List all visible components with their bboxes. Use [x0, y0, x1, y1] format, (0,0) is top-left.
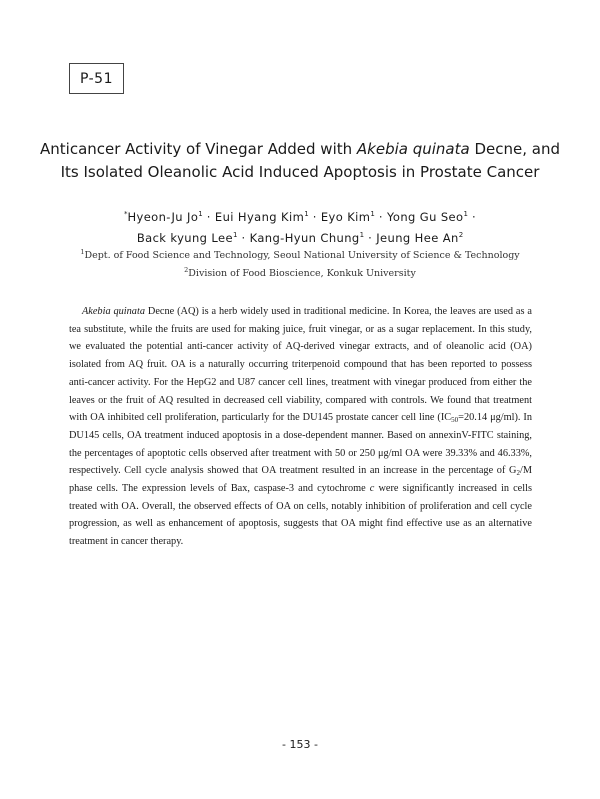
abstract-species: Akebia quinata — [82, 306, 145, 317]
author-separator: · — [374, 210, 387, 224]
affiliation-1 — [40, 245, 560, 263]
affiliation-2 — [40, 263, 560, 281]
affil-number: 2 — [184, 266, 189, 274]
author-separator: · — [308, 210, 321, 224]
affil-text: Dept. of Food Science and Technology, Seoul National University of Science & Technology — [84, 250, 520, 261]
title-line1-start: Anticancer Activity of Vinegar Added with — [40, 140, 357, 158]
author-list — [40, 205, 560, 247]
abstract-text: Decne (AQ) is a herb widely used in traditional medicine. In Korea, the leaves are used as a tea substitute, while the fruits are used for making juice, fruit vinegar, or as a sugar replacement. In this study, we evaluated the potential anti-cancer activity of AQ-derived vinegar extracts, and of oleanolic acid (OA) isolated from AQ fruit. OA is a naturally occurring triterpenoid compound that has been reported to possess anti-cancer activity. For the HepG2 and U87 cancer cell lines, treatment with vinegar produced from either the leaves or the fruit of AQ resulted in decreased cell viability, compared with controls. We found that treatment with OA inhibited cell proliferation, particularly for the DU145 prostate cancer cell line (IC — [69, 306, 532, 424]
author-affil: 1 — [232, 231, 238, 239]
poster-code: P-51 — [79, 70, 113, 87]
title-line1-end: Decne, and — [469, 140, 560, 158]
author-name: Eui Hyang Kim — [214, 210, 305, 224]
title-line2: Its Isolated Oleanolic Acid Induced Apoptosis in Prostate Cancer — [60, 163, 540, 181]
author-separator: · — [364, 231, 377, 245]
ic-subscript: 50 — [451, 416, 459, 425]
author-name: Hyeon-Ju Jo — [127, 210, 199, 224]
author-name: Kang-Hyun Chung — [249, 231, 360, 245]
author-affil: 1 — [370, 210, 375, 218]
author-affil: 1 — [359, 231, 365, 239]
affil-text: Division of Food Bioscience, Konkuk University — [188, 268, 416, 279]
affil-number: 1 — [80, 248, 85, 256]
page-number: - 153 - — [282, 738, 318, 751]
poster-code-box — [69, 63, 124, 94]
author-name: Back kyung Lee — [136, 231, 233, 245]
abstract-text: were significantly increased in cells treated with OA. Overall, the observed effects of OA on cells, notably inhibition of proliferation and cell cycle progression, as well as enhancement of apoptosis, suggests that OA might find effective use as an alternative treatment in cancer therapy. — [69, 483, 532, 548]
author-separator: · — [202, 210, 215, 224]
paper-title — [40, 138, 560, 184]
abstract-text: /M phase cells. The expression levels of Bax, caspase-3 and cytochrome — [69, 465, 532, 495]
author-affil: 2 — [458, 231, 464, 239]
abstract-body — [69, 303, 532, 551]
g-subscript: 2 — [516, 469, 520, 478]
presenting-mark: * — [123, 210, 128, 218]
author-separator: · — [467, 210, 477, 224]
title-species: Akebia quinata — [356, 140, 470, 158]
abstract-text: =20.14 μg/ml). In DU145 cells, OA treatment induced apoptosis in a dose-dependent manner. Based on annexinV-FITC staining, the percentages of apoptotic cells observed after treatment with 50 or 250 μg/ml OA were 39.33% and 46.33%, respectively. Cell cycle analysis showed that OA treatment resulted in an increase in the percentage of G — [69, 412, 532, 477]
affiliation-list — [40, 245, 560, 281]
author-name: Eyo Kim — [320, 210, 371, 224]
author-affil: 1 — [304, 210, 309, 218]
author-affil: 1 — [463, 210, 468, 218]
author-name: Jeung Hee An — [376, 231, 459, 245]
cytochrome-c-italic: c — [369, 483, 375, 495]
author-affil: 1 — [198, 210, 203, 218]
author-name: Yong Gu Seo — [387, 210, 464, 224]
author-separator: · — [237, 231, 250, 245]
